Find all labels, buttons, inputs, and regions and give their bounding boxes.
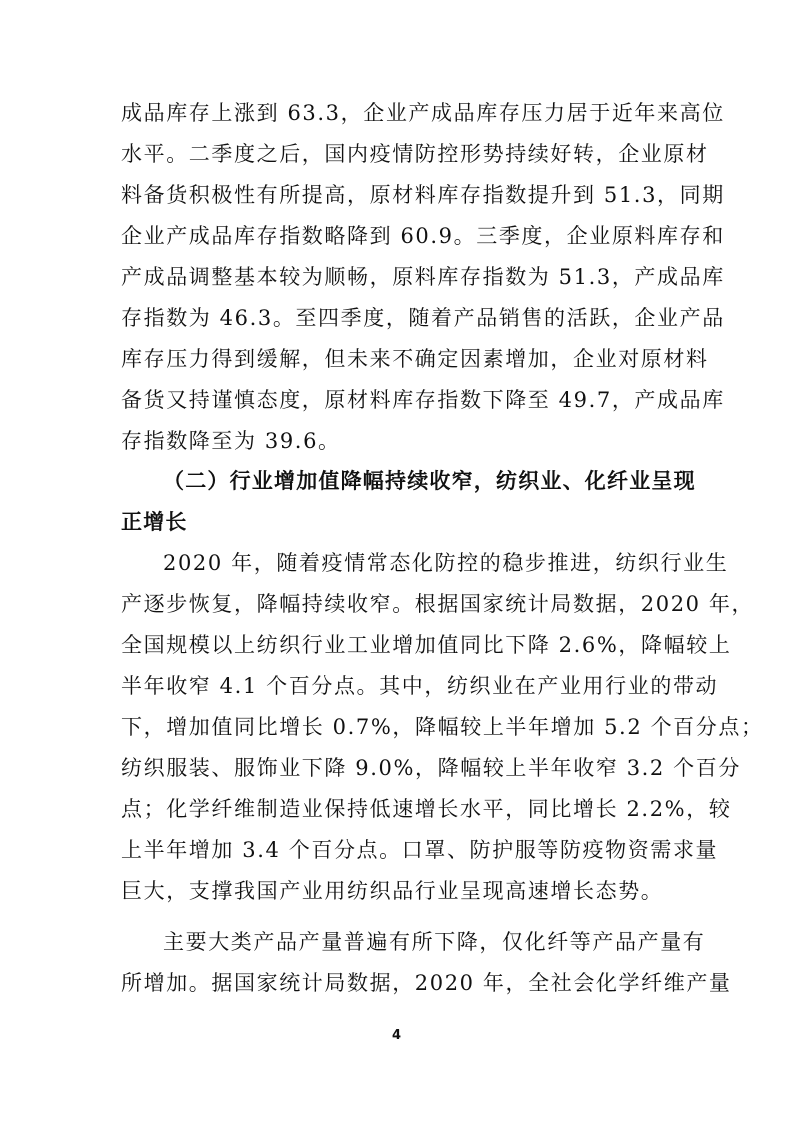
text-line: 半年收窄 4.1 个百分点。其中，纺织业在产业用行业的带动: [121, 674, 719, 698]
paragraph-value-added: [121, 543, 764, 912]
text-line: 全国规模以上纺织行业工业增加值同比下降 2.6%，降幅较上: [121, 633, 732, 657]
text-line: 库存压力得到缓解，但未来不确定因素增加，企业对原材料: [121, 347, 709, 371]
text-line: 2020 年，随着疫情常态化防控的稳步推进，纺织行业生: [163, 551, 729, 575]
text-line: 纺织服装、服饰业下降 9.0%，降幅较上半年收窄 3.2 个百分: [121, 756, 741, 780]
paragraph-inventory: [121, 93, 725, 462]
paragraph-output: [121, 922, 732, 1004]
text-line: 点；化学纤维制造业保持低速增长水平，同比增长 2.2%，较: [121, 797, 732, 821]
text-line: 水平。二季度之后，国内疫情防控形势持续好转，企业原材: [121, 142, 709, 166]
text-line: 企业产成品库存指数略降到 60.9。三季度，企业原料库存和: [121, 224, 725, 248]
section-heading: [121, 461, 696, 543]
text-line: 成品库存上涨到 63.3，企业产成品库存压力居于近年来高位: [121, 101, 725, 125]
text-line: 上半年增加 3.4 个百分点。口罩、防护服等防疫物资需求量: [121, 838, 719, 862]
text-line: 备货又持谨慎态度，原材料库存指数下降至 49.7，产成品库: [121, 388, 725, 412]
heading-line: （二）行业增加值降幅持续收窄，纺织业、化纤业呈现: [163, 469, 696, 493]
text-line: 所增加。据国家统计局数据，2020 年，全社会化学纤维产量: [121, 971, 732, 995]
text-line: 巨大，支撑我国产业用纺织品行业呈现高速增长态势。: [121, 879, 664, 903]
text-line: 下，增加值同比增长 0.7%，降幅较上半年增加 5.2 个百分点；: [121, 715, 764, 739]
heading-line: 正增长: [121, 510, 188, 534]
text-line: 产逐步恢复，降幅持续收窄。根据国家统计局数据，2020 年，: [121, 592, 755, 616]
text-line: 料备货积极性有所提高，原材料库存指数提升到 51.3，同期: [121, 183, 725, 207]
text-line: 存指数降至为 39.6。: [121, 429, 341, 453]
text-line: 产成品调整基本较为顺畅，原料库存指数为 51.3，产成品库: [121, 265, 725, 289]
text-line: 主要大类产品产量普遍有所下降，仅化纤等产品产量有: [163, 930, 706, 954]
page-number: 4: [391, 1028, 402, 1043]
text-line: 存指数为 46.3。至四季度，随着产品销售的活跃，企业产品: [121, 306, 725, 330]
